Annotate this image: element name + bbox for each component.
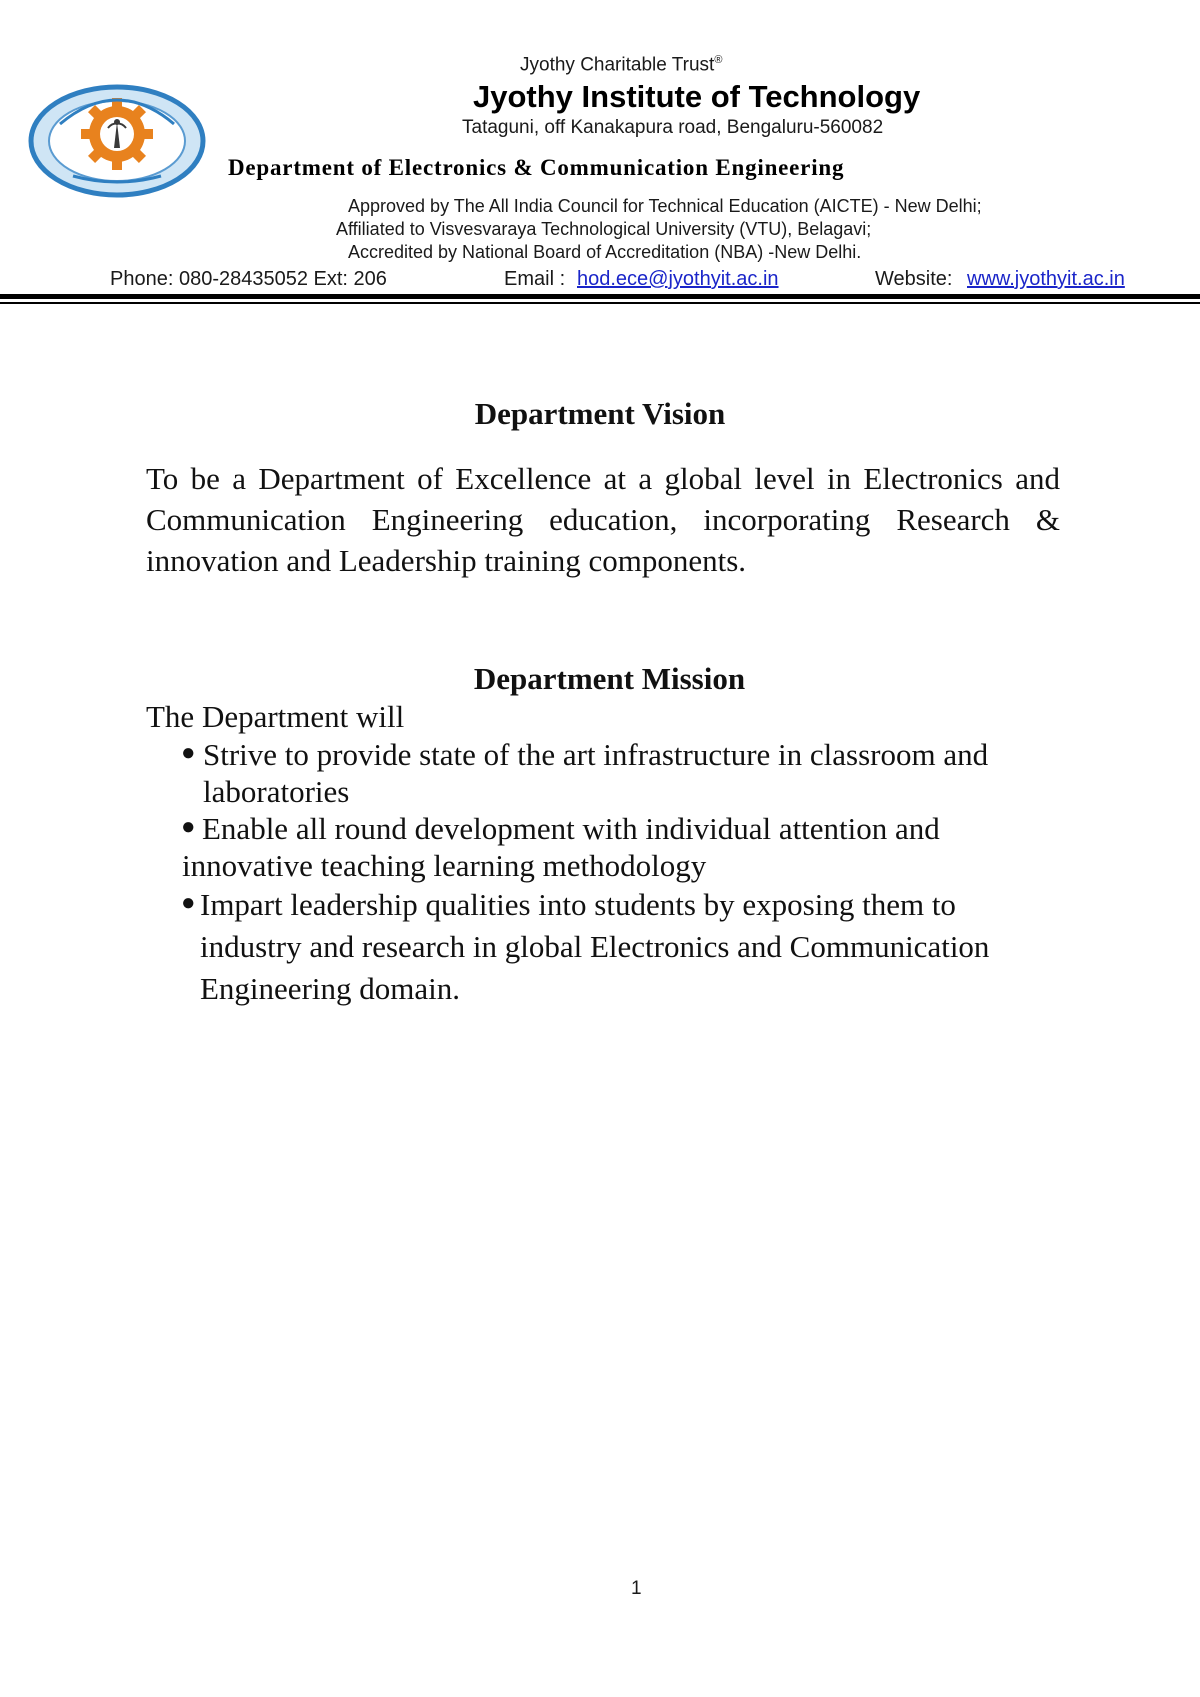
institute-logo [28,84,206,198]
affiliation-vtu: Affiliated to Visvesvaraya Technological University (VTU), Belagavi; [336,219,872,239]
page-number: 1 [631,1578,642,1599]
mission-item: Impart leadership qualities into students by exposing them to industry and research in global Electronics and Communication Engineering domain. [200,887,990,1006]
vision-text: To be a Department of Excellence at a global level in Electronics and Communication Engineering education, incorporating Research & innovation and Leadership training components. [146,461,1060,578]
approval-aicte: Approved by The All India Council for Technical Education (AICTE) - New Delhi; [348,196,982,216]
vision-heading: Department Vision [474,396,726,431]
accreditation-nba: Accredited by National Board of Accreditation (NBA) -New Delhi. [348,242,862,262]
bullet-icon: ● [181,740,196,766]
mission-item: Strive to provide state of the art infrastructure in classroom and laboratories [203,737,989,809]
header-divider [0,294,1200,299]
institute-name: Jyothy Institute of Technology [473,79,921,114]
department-name: Department of Electronics & Communication Engineering [228,155,845,180]
email-link[interactable]: hod.ece@jyothyit.ac.in [577,268,779,290]
website-link[interactable]: www.jyothyit.ac.in [967,268,1125,290]
mission-heading: Department Mission [473,661,746,696]
bullet-icon: ● [181,814,196,840]
website-label: Website: [875,268,953,290]
header-divider-thin [0,302,1200,304]
email-label: Email : [504,268,566,290]
institute-address: Tataguni, off Kanakapura road, Bengaluru-560082 [462,117,884,138]
trust-name: Jyothy Charitable Trust® [520,54,723,76]
mission-item: Enable all round development with individual attention and innovative teaching learning methodology [182,811,940,883]
bullet-icon: ● [181,890,196,916]
mission-intro: The Department will [146,699,405,734]
phone-number: Phone: 080-28435052 Ext: 206 [110,268,387,290]
